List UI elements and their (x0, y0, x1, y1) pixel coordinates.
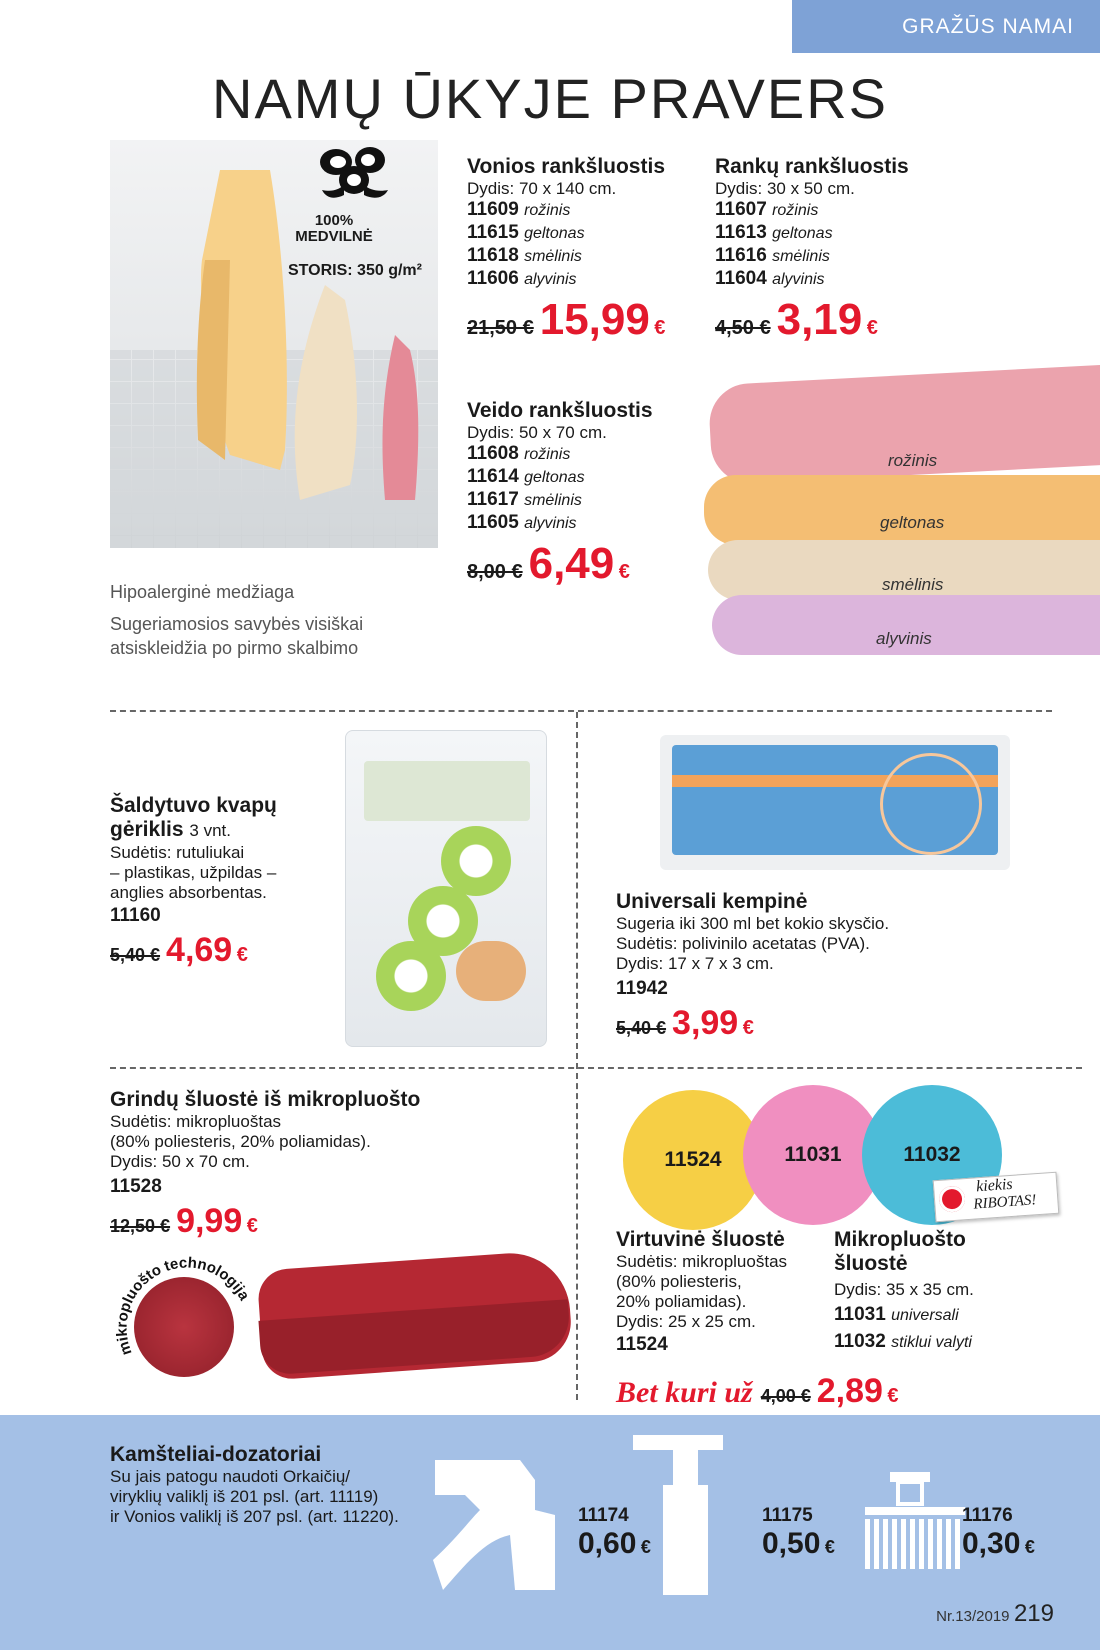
dispenser-code: 11174 (578, 1505, 629, 1526)
product-code-line: 11031 universali (834, 1304, 959, 1325)
old-price: 5,40 € (110, 945, 161, 965)
price-row: 4,50 € 3,19 € (715, 295, 878, 344)
product-name: Kamšteliai-dozatoriai (110, 1443, 322, 1466)
product-desc: anglies absorbentas. (110, 883, 267, 902)
product-code: 11524 (616, 1334, 668, 1355)
product-code: 11160 (110, 905, 161, 926)
page-footer (936, 1600, 1054, 1628)
product-desc: Dydis: 50 x 70 cm. (110, 1152, 250, 1171)
product-desc: Sudėtis: mikropluoštas (110, 1112, 282, 1131)
product-code: 11942 (616, 978, 668, 999)
sponge-image (660, 735, 1010, 870)
divider (110, 710, 1052, 712)
product-name: gėriklis 3 vnt. (110, 818, 231, 841)
product-name: Veido rankšluostis (467, 399, 653, 422)
any-offer-label: Bet kuri už (616, 1376, 753, 1409)
old-price: 5,40 € (616, 1018, 667, 1038)
new-price: 3,99 (672, 1004, 739, 1042)
divider (110, 1067, 1082, 1069)
product-desc: Sudėtis: mikropluoštas (616, 1252, 788, 1271)
sponge-block (616, 890, 889, 1043)
dispenser-item: 11175 0,50 € (762, 1505, 835, 1560)
product-desc: Dydis: 25 x 25 cm. (616, 1312, 756, 1331)
product-desc: (80% poliesteris, 20% poliamidas). (110, 1132, 371, 1151)
feature-line: Hipoalerginė medžiaga (110, 582, 295, 602)
product-desc: Su jais patogu naudoti Orkaičių/ (110, 1467, 351, 1486)
product-desc: 20% poliamidas). (616, 1292, 747, 1311)
old-price: 12,50 € (110, 1216, 171, 1236)
product-size: Dydis: 70 x 140 cm. (467, 179, 617, 198)
cotton-badge (284, 140, 424, 245)
product-name: šluostė (834, 1252, 908, 1275)
dispenser-price: 0,30 (962, 1527, 1021, 1560)
page-number: 219 (1013, 1600, 1054, 1627)
product-code-line: 11032 stiklui valyti (834, 1331, 972, 1352)
product-code: 11528 (110, 1176, 162, 1197)
face-towel-block (467, 399, 653, 589)
new-price: 3,19 (776, 295, 863, 344)
product-desc: Sudėtis: rutuliukai (110, 843, 245, 862)
cotton-percent: 100% (314, 212, 354, 229)
new-price: 15,99 (539, 295, 650, 344)
product-size: Dydis: 50 x 70 cm. (467, 423, 607, 442)
hand-towel-block (715, 155, 909, 345)
product-code-line: 11608 rožinis (467, 443, 571, 464)
product-code-line: 11615 geltonas (467, 222, 585, 243)
limited-badge (933, 1172, 1060, 1223)
microfiber-tech-badge (112, 1254, 253, 1385)
fridge-absorber-image (345, 730, 547, 1047)
cloth-disc-blue: 11032 (862, 1085, 1002, 1225)
absorber-ball (441, 826, 511, 896)
product-code-line: 11613 geltonas (715, 222, 833, 243)
price-row: 12,50 € 9,99 € (110, 1202, 258, 1240)
product-desc: Sugeria iki 300 ml bet kokio skysčio. (616, 914, 890, 933)
product-name: Virtuvinė šluostė (616, 1228, 785, 1251)
any-offer-row: Bet kuri už 4,00 € 2,89 € (616, 1372, 899, 1410)
product-name: Universali kempinė (616, 890, 808, 913)
product-code-line: 11606 alyvinis (467, 268, 577, 289)
stack-label: geltonas (880, 513, 945, 532)
new-price: 9,99 (176, 1202, 243, 1240)
new-price: 4,69 (166, 931, 233, 969)
old-price: 8,00 € (467, 561, 523, 583)
dispenser-price: 0,60 (578, 1527, 637, 1560)
product-desc: viryklių valiklį iš 201 psl. (art. 11119) (110, 1487, 379, 1506)
old-price: 4,00 € (760, 1386, 811, 1406)
fridge-absorber-block (110, 794, 277, 970)
dispenser-code: 11175 (762, 1505, 813, 1526)
product-size: Dydis: 35 x 35 cm. (834, 1280, 974, 1299)
product-desc: – plastikas, užpildas – (110, 863, 277, 882)
mop-block (110, 1088, 420, 1241)
stack-label: alyvinis (876, 629, 932, 648)
product-code-line: 11618 smėlinis (467, 245, 582, 266)
product-name: Grindų šluostė iš mikropluošto (110, 1088, 421, 1111)
issue-number: Nr.13/2019 (936, 1608, 1010, 1625)
product-name: Rankų rankšluostis (715, 155, 909, 178)
dispenser-price: 0,50 (762, 1527, 821, 1560)
spray-nozzle-icon (425, 1440, 575, 1600)
new-price: 2,89 (816, 1372, 883, 1410)
bath-towel-block (467, 155, 665, 345)
cloth-disc-yellow: 11524 (623, 1090, 763, 1230)
price-row: 21,50 € 15,99 € (467, 295, 666, 344)
product-name: Mikropluošto (834, 1228, 966, 1251)
absorber-ball (376, 941, 446, 1011)
limited-dot-icon (938, 1185, 966, 1213)
dispenser-item: 11176 0,30 € (962, 1505, 1035, 1560)
product-desc: ir Vonios valiklį iš 207 psl. (art. 11220). (110, 1507, 399, 1526)
product-desc: Sudėtis: polivinilo acetatas (PVA). (616, 934, 870, 953)
towel-stack-image (700, 355, 1100, 665)
feature-line: Sugeriamosios savybės visiškai (110, 614, 364, 634)
new-price: 6,49 (528, 539, 615, 588)
price-row: 8,00 € 6,49 € (467, 539, 630, 588)
section-tab: GRAŽŪS NAMAI (792, 0, 1100, 53)
product-size: Dydis: 30 x 50 cm. (715, 179, 855, 198)
product-name: Vonios rankšluostis (467, 155, 665, 178)
kitchen-cloth-block (616, 1228, 787, 1356)
product-code-line: 11607 rožinis (715, 199, 819, 220)
dispensers-block (110, 1443, 399, 1527)
cotton-label: MEDVILNĖ (295, 228, 373, 245)
tech-label-arc (102, 1243, 262, 1403)
dispenser-item: 11174 0,60 € (578, 1505, 651, 1560)
product-code-line: 11609 rožinis (467, 199, 571, 220)
price-row: 5,40 € 4,69 € (110, 931, 248, 969)
flip-cap-icon (860, 1467, 970, 1577)
product-code-line: 11617 smėlinis (467, 489, 582, 510)
cotton-flower-icon (314, 140, 394, 208)
dispenser-code: 11176 (962, 1505, 1013, 1526)
product-name: Šaldytuvo kvapų (110, 794, 277, 817)
limited-text-2: RIBOTAS! (972, 1192, 1037, 1213)
product-code-line: 11614 geltonas (467, 466, 585, 487)
page-title: NAMŲ ŪKYJE PRAVERS (212, 67, 888, 130)
product-code-line: 11605 alyvinis (467, 512, 577, 533)
price-row: 5,40 € 3,99 € (616, 1004, 754, 1042)
old-price: 4,50 € (715, 317, 771, 339)
red-mop-image (250, 1240, 580, 1390)
stack-label: rožinis (888, 451, 938, 470)
product-desc: Dydis: 17 x 7 x 3 cm. (616, 954, 774, 973)
product-code-line: 11604 alyvinis (715, 268, 825, 289)
stack-label: smėlinis (882, 575, 944, 594)
microfiber-cloth-block (834, 1228, 974, 1354)
old-price: 21,50 € (467, 317, 534, 339)
limited-text-1: kiekis (975, 1175, 1014, 1196)
features-text (110, 580, 363, 660)
towel-yellow (704, 475, 1100, 545)
feature-line: atsiskleidžia po pirmo skalbimo (110, 638, 359, 658)
product-code-line: 11616 smėlinis (715, 245, 830, 266)
svg-text:mikropluošto technologija: mikropluošto technologija (113, 1254, 253, 1358)
product-desc: (80% poliesteris, (616, 1272, 742, 1291)
cloth-disc-pink: 11031 (743, 1085, 883, 1225)
density-label: STORIS: 350 g/m² (288, 262, 422, 279)
